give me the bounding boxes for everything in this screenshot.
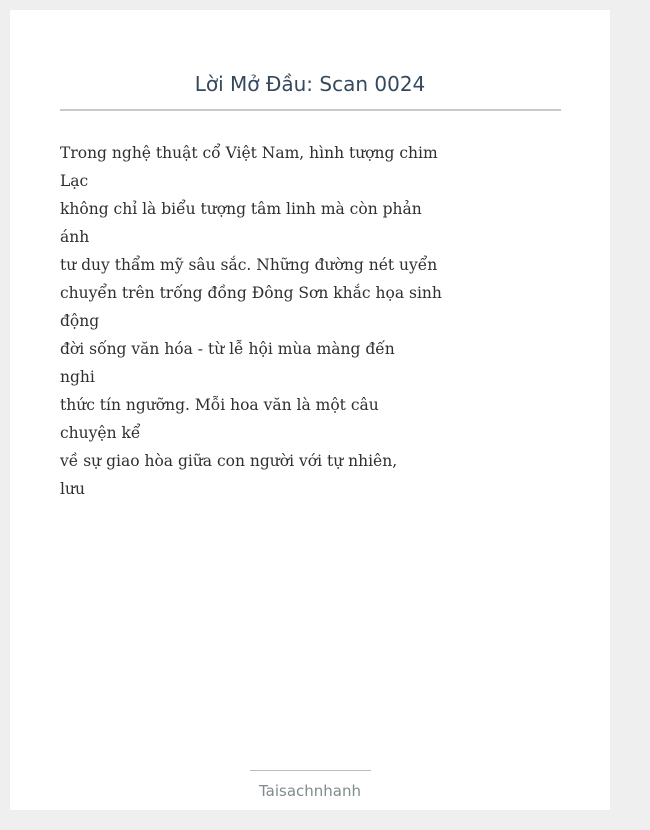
body-line: động [60,312,100,330]
body-text [60,139,442,503]
title-divider [60,109,561,111]
body-line: lưu [60,480,85,498]
body-line: Trong nghệ thuật cổ Việt Nam, hình tượng chim [60,144,438,162]
body-line: nghi [60,368,95,386]
document-page [10,10,610,810]
page-title: Lời Mở Đầu: Scan 0024 [194,72,426,96]
body-line: không chỉ là biểu tượng tâm linh mà còn phản [60,200,422,218]
body-line: đời sống văn hóa - từ lễ hội mùa màng đến [60,340,395,358]
body-line: chuyện kể [60,424,141,442]
body-line: về sự giao hòa giữa con người với tự nhiên, [60,452,398,470]
body-line: ánh [60,228,90,246]
footer-text: Taisachnhanh [258,782,362,800]
body-line: chuyển trên trống đồng Đông Sơn khắc họa sinh [60,284,442,302]
body-line: Lạc [60,172,89,190]
body-line: tư duy thẩm mỹ sâu sắc. Những đường nét uyển [60,256,438,274]
body-line: thức tín ngưỡng. Mỗi hoa văn là một câu [60,396,379,414]
footer-divider [250,770,371,771]
